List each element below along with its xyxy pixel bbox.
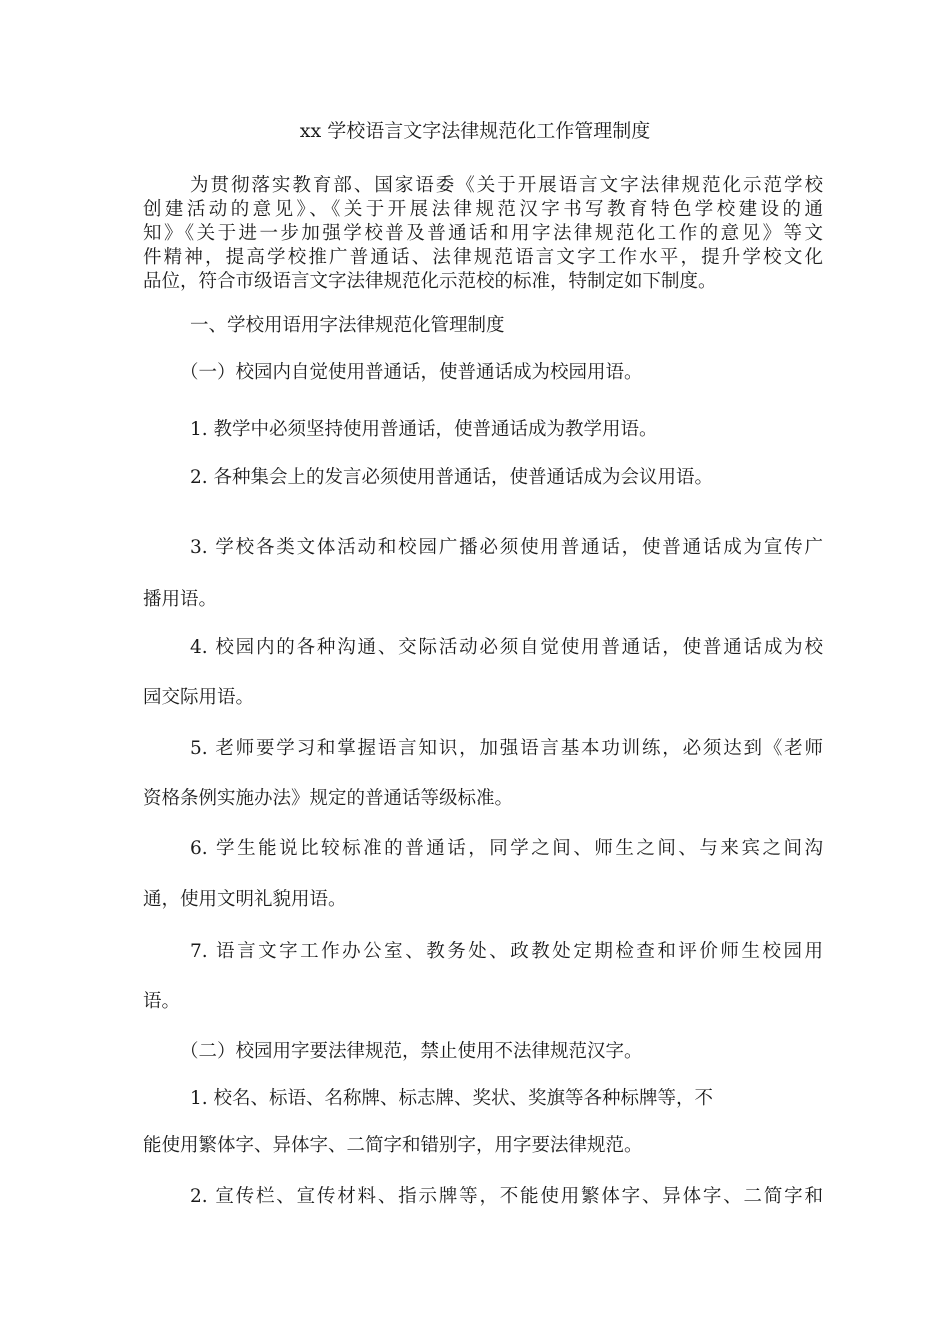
intro-line: 创建活动的意见》、《关于开展法律规范汉字书写教育特色学校建设的通 [143, 199, 823, 220]
subsection-heading: （一）校园内自觉使用普通话，使普通话成为校园用语。 [180, 362, 643, 383]
list-item-continuation: 通，使用文明礼貌用语。 [143, 889, 347, 910]
list-item: 5. 老师要学习和掌握语言知识，加强语言基本功训练，必须达到《老师 [190, 738, 823, 759]
list-item-continuation: 语。 [143, 991, 181, 1012]
list-item: 6. 学生能说比较标准的普通话，同学之间、师生之间、与来宾之间沟 [190, 838, 823, 859]
list-item: 3. 学校各类文体活动和校园广播必须使用普通话，使普通话成为宣传广 [190, 537, 823, 558]
document-title: xx 学校语言文字法律规范化工作管理制度 [299, 120, 651, 142]
list-item-continuation: 资格条例实施办法》规定的普通话等级标准。 [143, 788, 514, 809]
list-item: 2. 各种集会上的发言必须使用普通话，使普通话成为会议用语。 [190, 467, 714, 488]
intro-line: 件精神，提高学校推广普通话、法律规范语言文字工作水平，提升学校文化 [143, 247, 823, 268]
list-item: 1. 校名、标语、名称牌、标志牌、奖状、奖旗等各种标牌等，不 [190, 1088, 714, 1109]
intro-line: 为贯彻落实教育部、国家语委《关于开展语言文字法律规范化示范学校 [190, 175, 823, 196]
list-item: 7. 语言文字工作办公室、教务处、政教处定期检查和评价师生校园用 [190, 941, 823, 962]
list-item: 2. 宣传栏、宣传材料、指示牌等，不能使用繁体字、异体字、二简字和 [190, 1186, 823, 1207]
intro-line: 知》《关于进一步加强学校普及普通话和用字法律规范化工作的意见》等文 [143, 223, 823, 244]
subsection-heading: （二）校园用字要法律规范，禁止使用不法律规范汉字。 [180, 1041, 643, 1062]
intro-line: 品位，符合市级语言文字法律规范化示范校的标准，特制定如下制度。 [143, 271, 717, 292]
section-heading: 一、学校用语用字法律规范化管理制度 [190, 315, 505, 336]
list-item: 4. 校园内的各种沟通、交际活动必须自觉使用普通话，使普通话成为校 [190, 637, 823, 658]
list-item: 1. 教学中必须坚持使用普通话，使普通话成为教学用语。 [190, 419, 658, 440]
list-item-continuation: 园交际用语。 [143, 687, 255, 708]
list-item-continuation: 播用语。 [143, 589, 218, 610]
list-item-continuation: 能使用繁体字、异体字、二简字和错别字，用字要法律规范。 [143, 1135, 643, 1156]
